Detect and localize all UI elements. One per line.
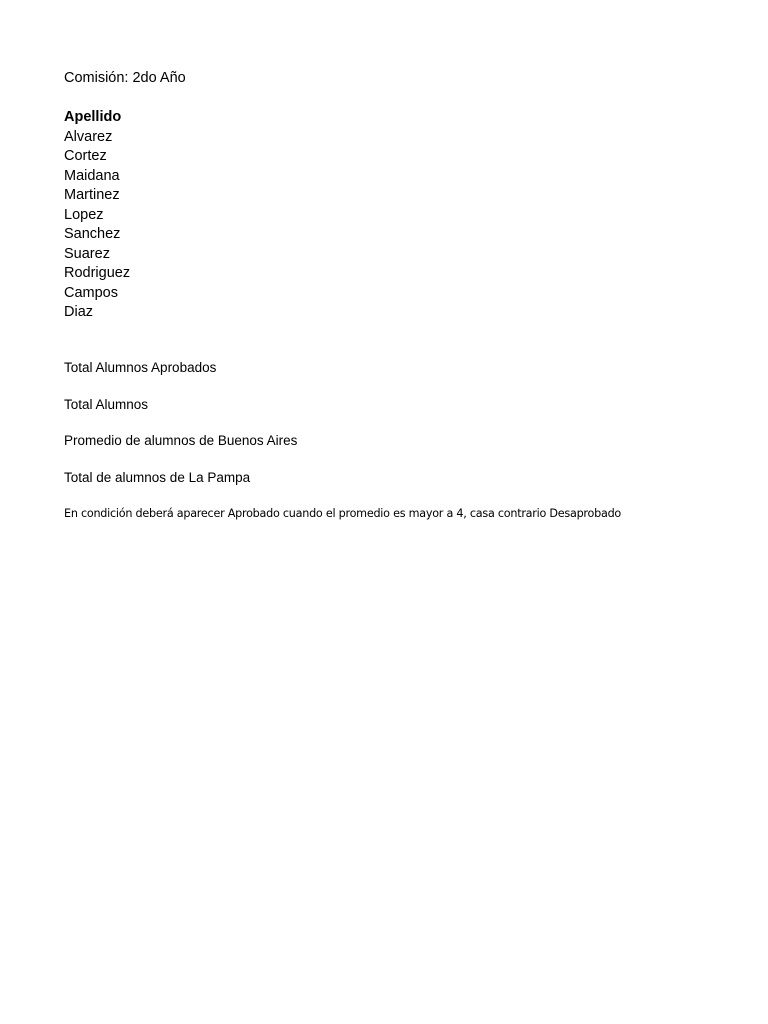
approved-total-label: Total Alumnos Aprobados (64, 360, 217, 375)
condition-note: En condición deberá aparecer Aprobado cuando el promedio es mayor a 4, casa contrario Desaprobado (64, 507, 622, 520)
surname-list (64, 108, 130, 323)
surname-alvarez: Alvarez (64, 128, 113, 145)
buenos-aires-average-label: Promedio de alumnos de Buenos Aires (64, 433, 298, 448)
surname-maidana: Maidana (64, 167, 120, 184)
la-pampa-total-label: Total de alumnos de La Pampa (64, 470, 251, 485)
surname-diaz: Diaz (64, 304, 94, 320)
surname-suarez: Suarez (64, 245, 110, 262)
surname-lopez: Lopez (64, 206, 104, 223)
surname-cortez: Cortez (64, 148, 107, 164)
surname-martinez: Martinez (64, 187, 120, 203)
surname-campos: Campos (64, 284, 118, 301)
students-total-label: Total Alumnos (64, 397, 149, 412)
surname-rodriguez: Rodriguez (64, 265, 131, 281)
commission-label: Comisión: 2do Año (64, 70, 186, 86)
surname-sanchez: Sanchez (64, 226, 121, 242)
surname-column-header: Apellido (64, 109, 122, 125)
